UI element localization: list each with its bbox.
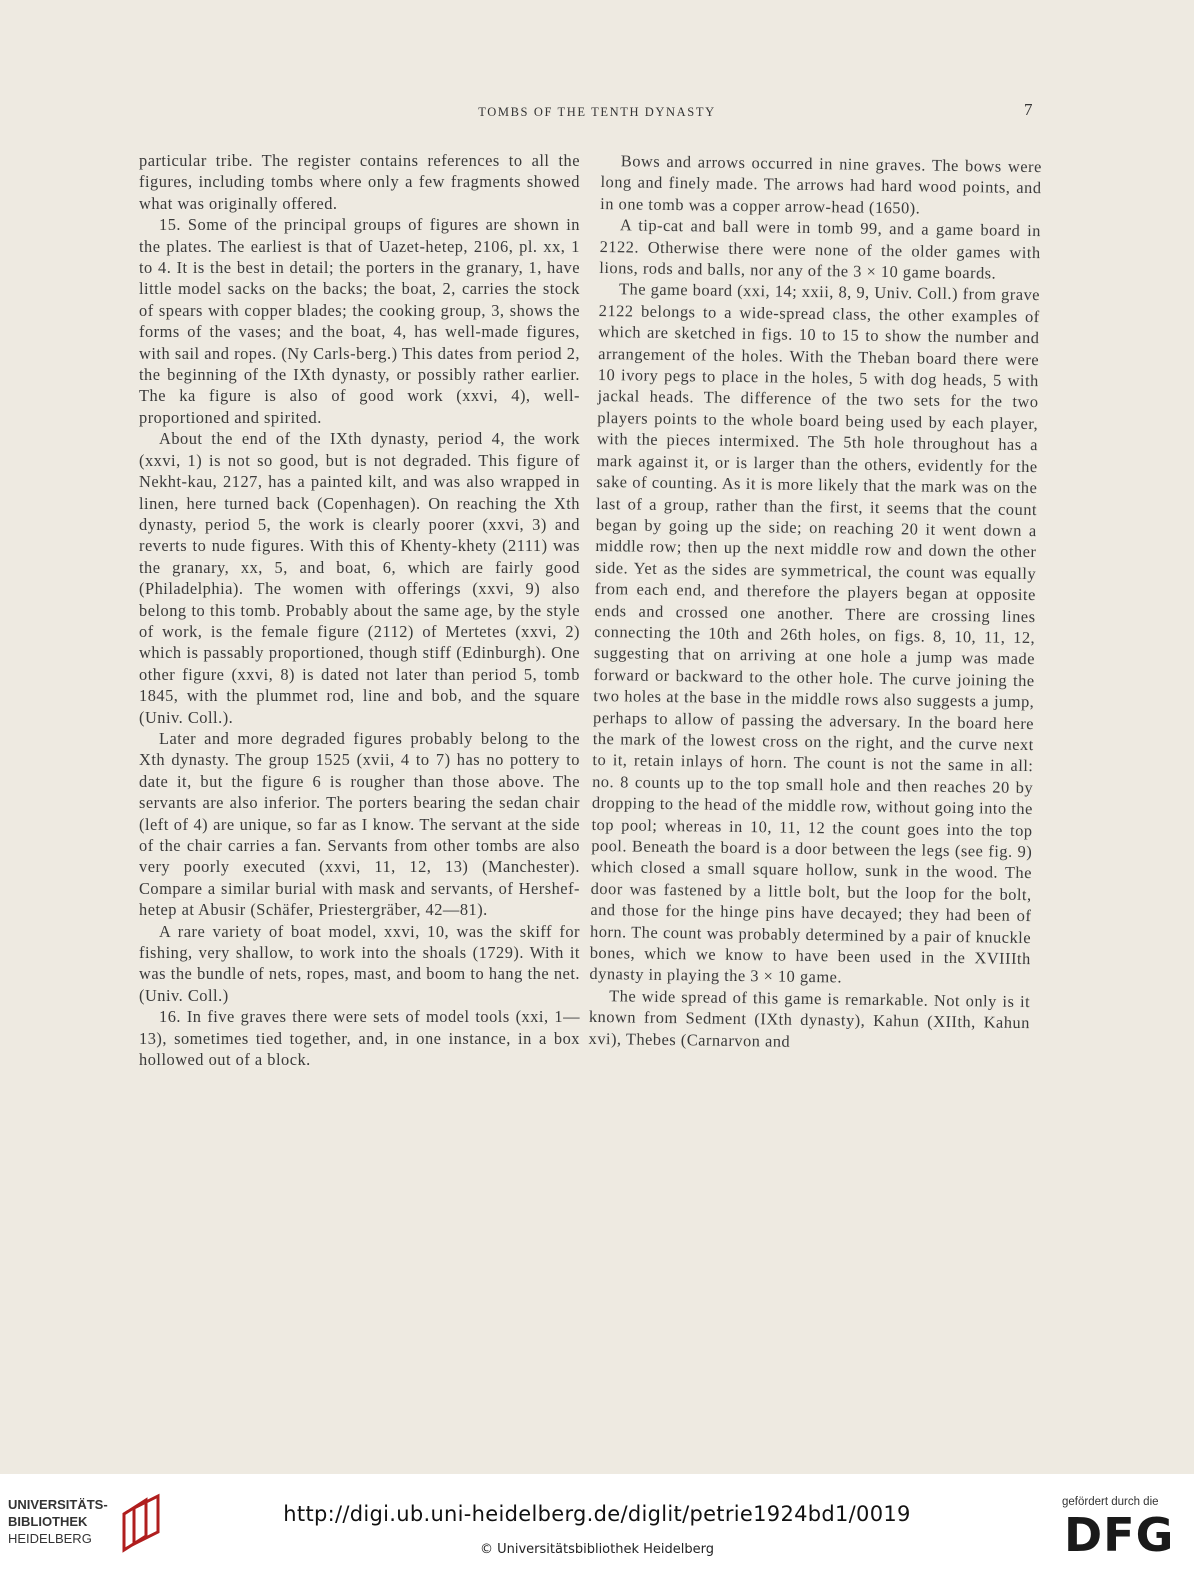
paragraph: particular tribe. The register contains references to all the figures, including tombs where only a few fragments showed what was originally offered. xyxy=(139,151,580,213)
paragraph: About the end of the IXth dynasty, period 4, the work (xxvi, 1) is not so good, but is not degraded. This figure of Nekht-kau, 2127, has a painted kilt, and was also wrapped in linen, here turned back (Copenhagen). On reaching the Xth dynasty, period 5, the work is clearly poorer (xxvi, 3) and reverts to nude figures. With this of Khenty-khety (2111) was the granary, xx, 5, and boat, 6, which are fairly good (Philadelphia). The women with offerings (xxvi, 9) also belong to this tomb. Probably about the same age, by the style of work, is the female figure (2112) of Mertetes (xxvi, 2) which is passably proportioned, though stiff (Edinburgh). One other figure (xxvi, 8) is dated not later than period 5, tomb 1845, with the plummet rod, line and bob, and the square (Univ. Coll.). xyxy=(139,429,580,727)
library-name-line: BIBLIOTHEK xyxy=(8,1514,88,1529)
paragraph: 15. Some of the principal groups of figures are shown in the plates. The earliest is that of Uazet-hetep, 2106, pl. xx, 1 to 4. It is the best in detail; the porters in the granary, 1, have little model sacks on the backs; the boat, 2, carries the stock of spears with copper blades; the cooking group, 3, shows the forms of the vases; and the boat, 4, has well-made figures, with sail and ropes. (Ny Carls-berg.) This dates from period 2, the beginning of the IXth dynasty, or possibly rather earlier. The ka figure is also of good work (xxvi, 4), well-proportioned and spirited. xyxy=(139,215,580,427)
running-title: TOMBS OF THE TENTH DYNASTY xyxy=(478,105,716,119)
paragraph: A tip-cat and ball were in tomb 99, and a game board in 2122. Otherwise there were none of the older games with lions, rods and balls, nor any of the 3 × 10 game boards. xyxy=(599,215,1042,283)
dfg-logo: DFG xyxy=(1064,1508,1175,1562)
copyright-notice: © Universitätsbibliothek Heidelberg xyxy=(479,1542,714,1557)
library-name-line: HEIDELBERG xyxy=(8,1531,92,1546)
page-number: 7 xyxy=(1024,100,1033,119)
paragraph: Bows and arrows occurred in nine graves. The bows were long and finely made. The arrows had hard wood points, and in one tomb was a copper arrow-head (1650). xyxy=(600,151,1042,218)
paragraph: 16. In five graves there were sets of model tools (xxi, 1—13), sometimes tied together, and, in one instance, in a box hollowed out of a block. xyxy=(139,1007,580,1070)
paragraph: A rare variety of boat model, xxvi, 10, was the skiff for fishing, very shallow, to work into the shoals (1729). With it was the bundle of nets, ropes, mast, and boom to hang the net. (Univ. Coll.) xyxy=(139,921,580,1005)
paragraph: Later and more degraded figures probably belong to the Xth dynasty. The group 1525 (xvii, 4 to 7) has no pottery to date it, but the figure 6 is rougher than those above. The servants are also inferior. The porters bearing the sedan chair (left of 4) are unique, so far as I know. The servant at the side of the chair carries a fan. Servants from other tombs are also very poorly executed (xxvi, 11, 12, 13) (Manchester). Compare a similar burial with mask and servants, of Hershef-hetep at Abusir (Schäfer, Priestergräber, 42—81). xyxy=(139,728,580,920)
left-text-column xyxy=(139,150,580,1070)
viewer-footer xyxy=(0,1474,1194,1587)
paragraph: The wide spread of this game is remarkable. Not only is it known from Sedment (IXth dynasty), Kahun (XIIth, Kahun xvi), Thebes (Carnarvon and xyxy=(588,986,1031,1051)
paragraph: The game board (xxi, 14; xxii, 8, 9, Univ. Coll.) from grave 2122 belongs to a wide-spread class, the other examples of which are sketched in figs. 10 to 15 to show the number and arrangement of the holes. With the Theban board there were 10 ivory pegs to place in the holes, 5 with dog heads, 5 with jackal heads. The difference of the two sets for the two players points to the whole board being used by each player, with the pieces intermixed. The 5th hole throughout has a mark against it, or is larger than the others, evidently for the sake of counting. As it is more likely that the mark was on the last of a group, rather than the first, it seems that the count began by going up the side; on reaching 20 it went down a middle row; then up the next middle row and down the other side. Yet as the sides are symmetrical, the count was equally from each end, and therefore the players began at opposite ends and crossed one another. There are crossing lines connecting the 10th and 26th holes, on figs. 8, 10, 11, 12, suggesting that on arriving at one hole a jump was made forward or backward to the other hole. The curve joining the two holes at the base in the middle rows also suggests a jump, perhaps to allow of passing the adversary. In the board here the mark of the lowest cross on the right, and the curve next to it, retain inlays of horn. The count is not the same in all: no. 8 counts up to the top small hole and then reaches 20 by dropping to the head of the middle row, without going into the top pool; whereas in 10, 11, 12 the count goes into the top pool. Beneath the board is a door between the legs (see fig. 9) which closed a small square hollow, sunk in the wood. The door was fastened by a little bolt, but the loop for the bolt, and those for the hinge pins have decayed; they had been of horn. The count was probably determined by a pair of knuckle bones, which we know to have been used in the XVIIIth dynasty in playing the 3 × 10 game. xyxy=(589,279,1041,987)
right-text-column xyxy=(588,150,1042,1055)
library-name-line: UNIVERSITÄTS- xyxy=(8,1497,108,1512)
permalink-url[interactable]: http://digi.ub.uni-heidelberg.de/diglit/petrie1924bd1/0019 xyxy=(283,1502,911,1526)
funding-caption: gefördert durch die xyxy=(1062,1496,1159,1508)
